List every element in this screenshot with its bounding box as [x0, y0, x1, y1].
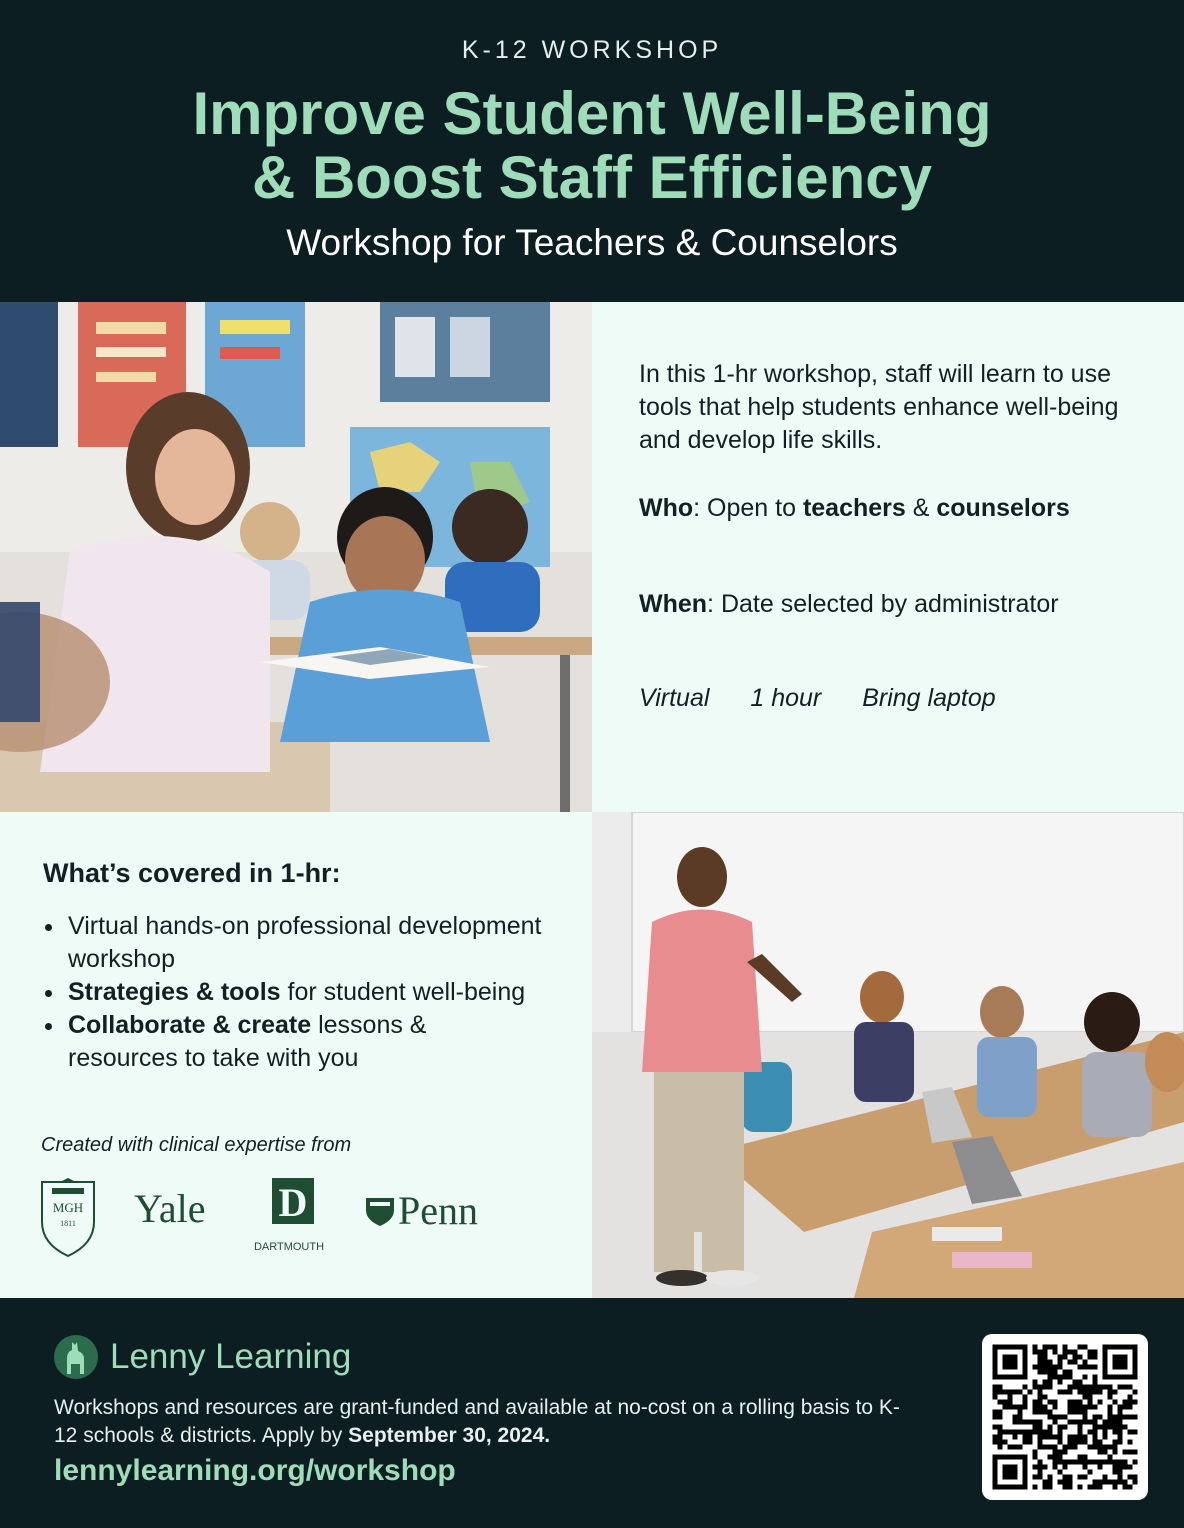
- qr-code[interactable]: [982, 1334, 1148, 1500]
- partner-logos: [40, 1178, 560, 1258]
- classroom-illustration-1: [0, 302, 592, 812]
- classroom-illustration-2: [592, 812, 1184, 1298]
- who-teachers: teachers: [802, 494, 906, 522]
- llama-logo-icon: [54, 1334, 98, 1380]
- when-line: [639, 588, 1139, 621]
- workshop-details-panel: [592, 302, 1184, 812]
- mgh-logo: [42, 1178, 94, 1256]
- dartmouth-mark: D: [278, 1180, 308, 1225]
- mgh-text: MGH: [52, 1200, 84, 1215]
- tag-duration: 1 hour: [750, 684, 822, 712]
- format-tags: [639, 684, 1030, 713]
- penn-logo: [366, 1188, 478, 1233]
- classroom-photo-teacher-student: [0, 302, 592, 812]
- who-text-1: : Open to: [693, 494, 803, 522]
- dartmouth-logo: [254, 1178, 324, 1253]
- who-line: [639, 492, 1139, 525]
- covered-list: [43, 910, 543, 1075]
- tag-bring-laptop: Bring laptop: [862, 684, 996, 712]
- eyebrow-label: K-12 WORKSHOP: [461, 36, 723, 64]
- when-label: When: [639, 590, 708, 618]
- yale-logo: Yale: [134, 1186, 206, 1231]
- covered-item-3-bold: Collaborate & create: [68, 1011, 312, 1039]
- headline-line-2: & Boost Staff Efficiency: [251, 144, 933, 211]
- covered-item-2: [43, 976, 543, 1009]
- covered-item-1-text: Virtual hands-on professional development workshop: [68, 912, 542, 973]
- who-label: Who: [639, 494, 694, 522]
- header-banner: [0, 0, 1184, 302]
- classroom-photo-teacher-students: [592, 812, 1184, 1298]
- when-text: : Date selected by administrator: [707, 590, 1059, 618]
- brand-name: Lenny Learning: [110, 1337, 352, 1376]
- headline: [0, 82, 1184, 210]
- covered-item-1: [43, 910, 543, 976]
- who-counselors: counselors: [936, 494, 1070, 522]
- who-text-2: &: [905, 494, 937, 522]
- covered-item-2-bold: Strategies & tools: [68, 978, 281, 1006]
- workshop-url-link[interactable]: lennylearning.org/workshop: [54, 1454, 456, 1487]
- covered-title: What’s covered in 1-hr:: [43, 858, 341, 888]
- covered-item-3: [43, 1009, 543, 1075]
- subheadline: Workshop for Teachers & Counselors: [286, 222, 898, 263]
- apply-deadline: September 30, 2024.: [348, 1424, 551, 1447]
- qr-code-icon: [982, 1334, 1148, 1500]
- intro-text: In this 1-hr workshop, staff will learn to use tools that help students enhance well-being and develop life skills.: [639, 360, 1119, 454]
- penn-text: Penn: [398, 1188, 478, 1233]
- partner-logos-svg: [40, 1178, 560, 1258]
- covered-item-2-text: for student well-being: [280, 978, 526, 1006]
- credit-text: Created with clinical expertise from: [41, 1134, 352, 1156]
- funding-text: [54, 1394, 914, 1450]
- mgh-year: 1811: [60, 1219, 76, 1228]
- covered-panel: [0, 812, 592, 1298]
- tag-virtual: Virtual: [639, 684, 710, 712]
- brand: [54, 1334, 351, 1380]
- dartmouth-text: DARTMOUTH: [253, 1241, 325, 1253]
- covered-item-3-text: lessons & resources to take with you: [68, 1011, 427, 1072]
- footer: [0, 1298, 1184, 1528]
- funding-body: Workshops and resources are grant-funded and available at no-cost on a rolling basis to K-12 schools & districts. Apply by: [54, 1396, 900, 1447]
- headline-line-1: Improve Student Well-Being: [192, 80, 992, 147]
